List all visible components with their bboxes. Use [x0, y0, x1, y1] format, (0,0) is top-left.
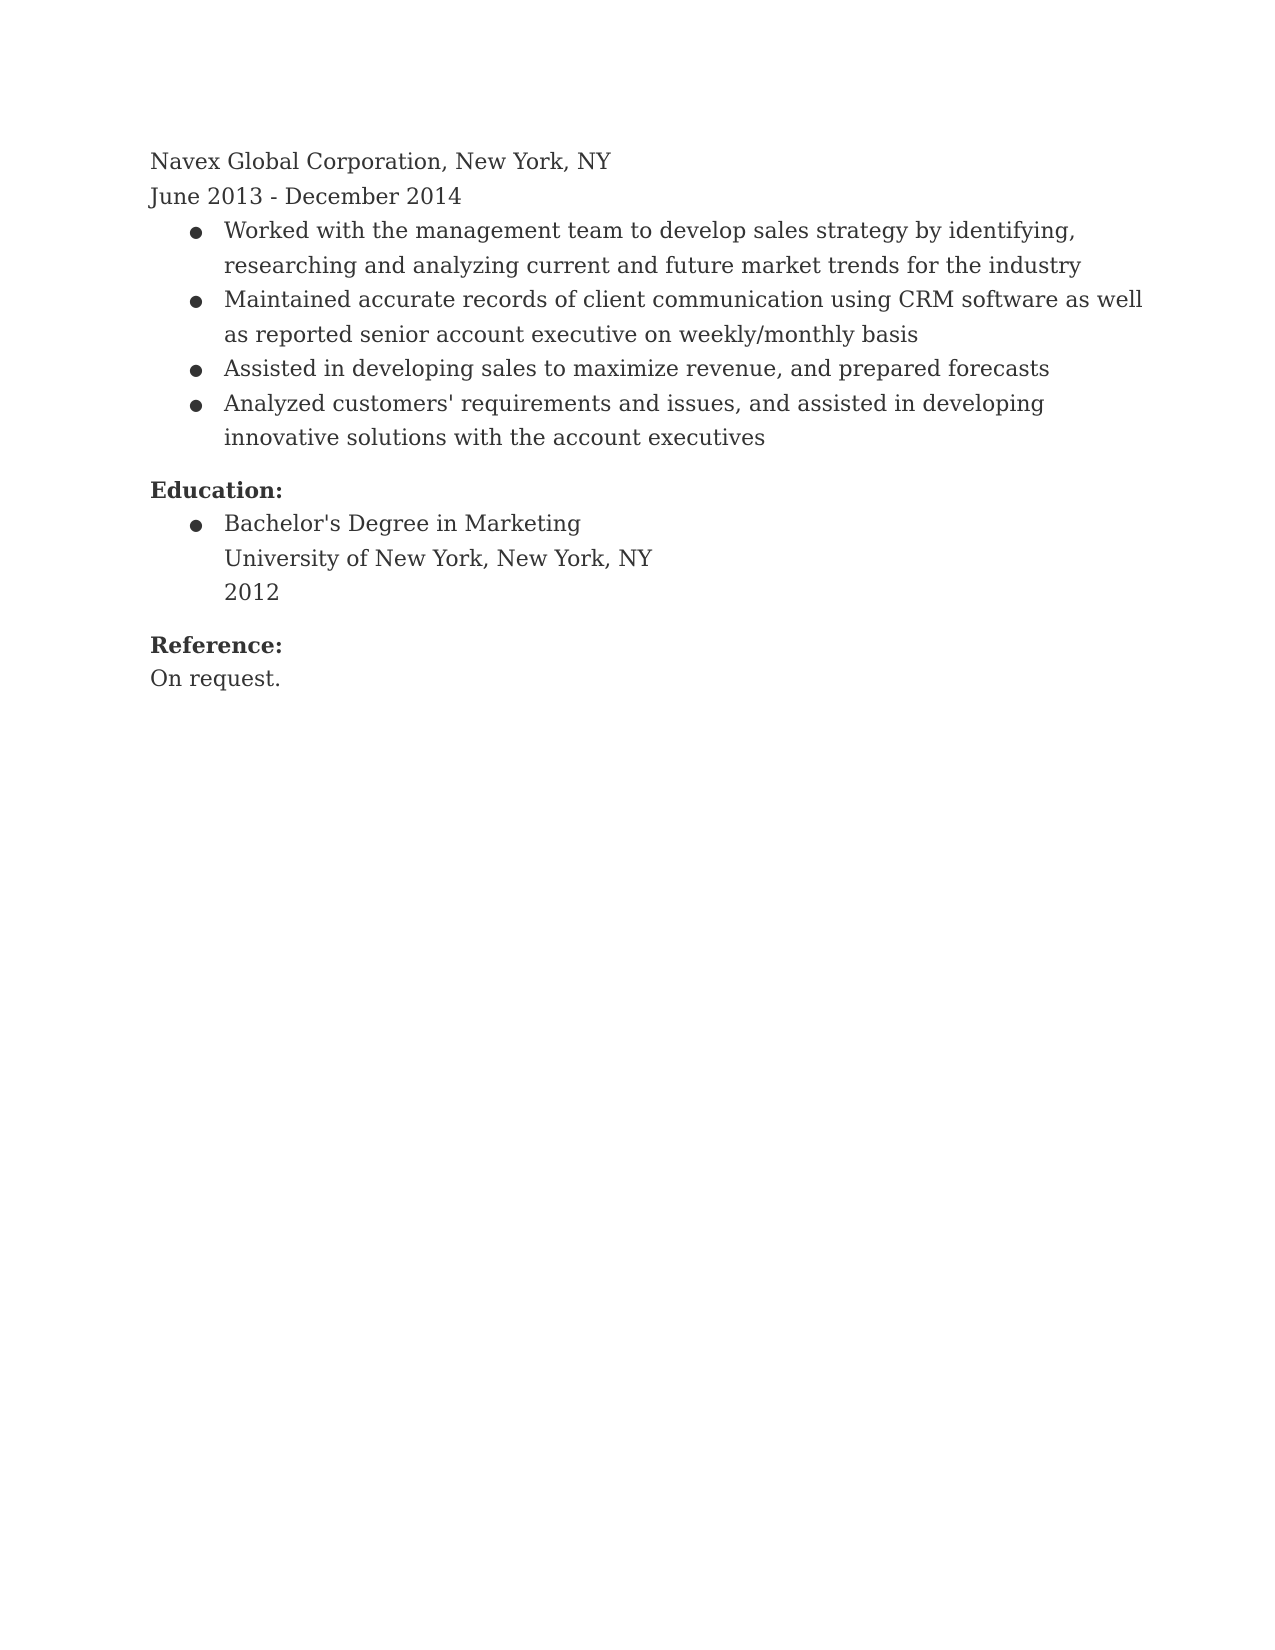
bullet-icon: ● [189, 360, 203, 379]
list-item [150, 508, 1135, 612]
employment-dates: June 2013 - December 2014 [150, 184, 463, 210]
education-list [150, 508, 1135, 612]
education-heading: Education: [150, 477, 284, 504]
degree: Bachelor's Degree in Marketing [224, 512, 582, 537]
resume-page [150, 146, 1143, 698]
graduation-year: 2012 [224, 581, 280, 606]
duty-line: researching and analyzing current and future market trends for the industry [224, 253, 1082, 279]
duty-line: Maintained accurate records of client communication using CRM software as well [224, 288, 1143, 313]
duty-line: innovative solutions with the account executives [224, 426, 766, 451]
list-item [150, 353, 1135, 388]
bullet-icon: ● [189, 222, 203, 241]
bullet-icon: ● [189, 515, 203, 534]
bullet-icon: ● [189, 291, 203, 310]
duties-list [150, 215, 1143, 457]
list-item [150, 215, 1135, 284]
list-item [150, 388, 1135, 457]
list-item [150, 284, 1143, 353]
duty-line: Worked with the management team to develop sales strategy by identifying, [224, 219, 1076, 244]
bullet-icon: ● [189, 394, 203, 414]
reference-heading: Reference: [150, 632, 283, 659]
company-line: Navex Global Corporation, New York, NY [150, 150, 611, 175]
duty-line: Analyzed customers' requirements and issues, and assisted in developing [224, 391, 1045, 417]
reference-text: On request. [150, 667, 282, 692]
duty-line: Assisted in developing sales to maximize revenue, and prepared forecasts [224, 357, 1050, 382]
school: University of New York, New York, NY [224, 546, 653, 572]
duty-line: as reported senior account executive on weekly/monthly basis [224, 322, 919, 348]
